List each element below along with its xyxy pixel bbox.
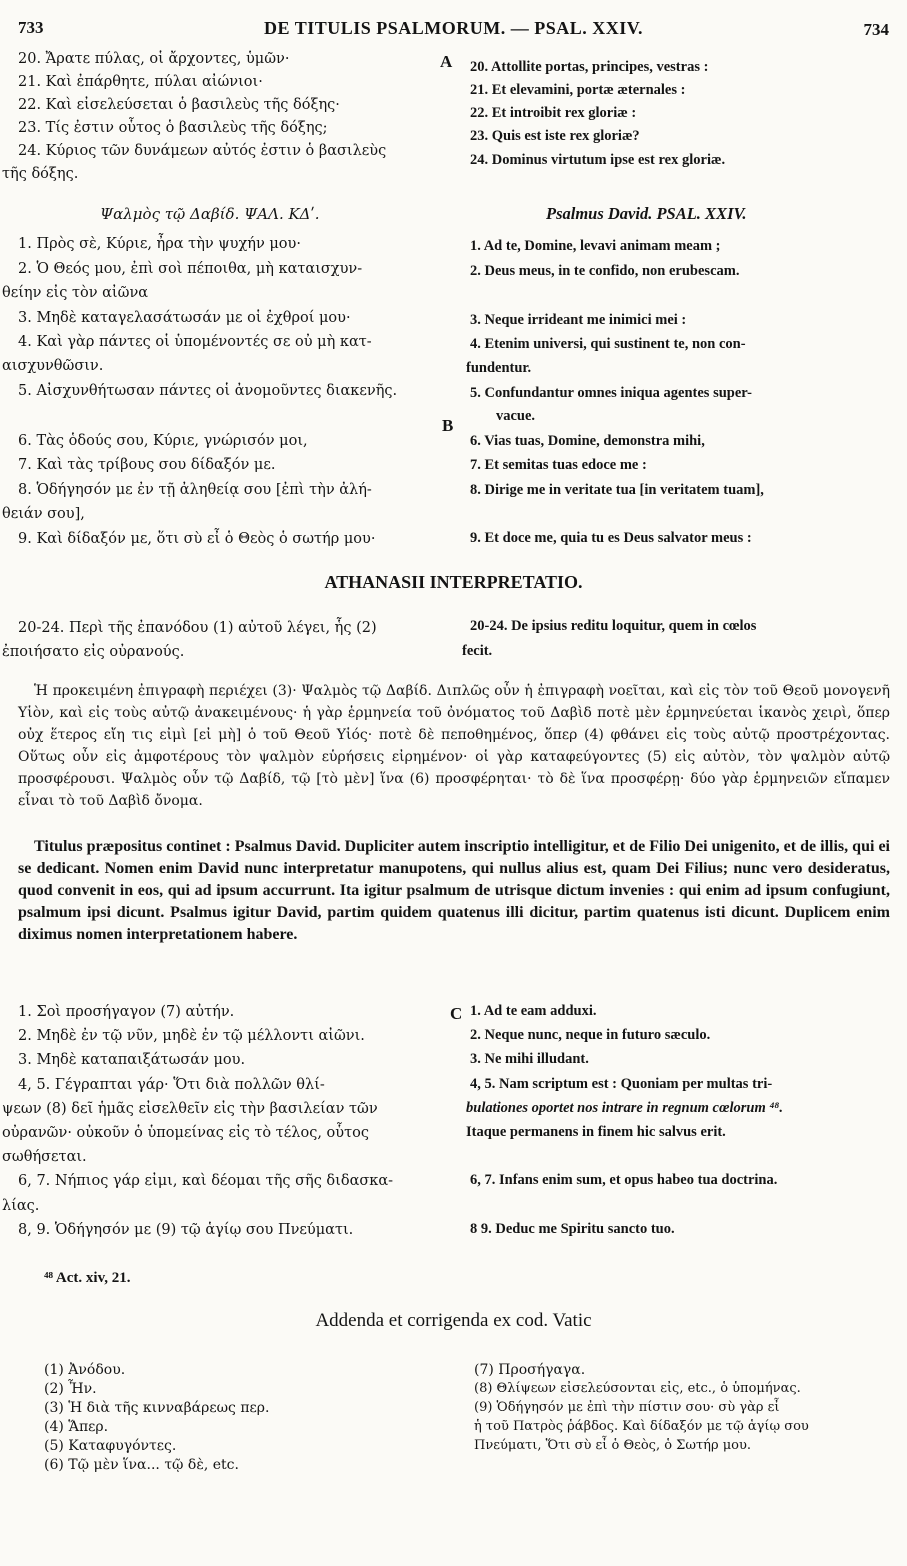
running-title: DE TITULIS PSALMORUM. — PSAL. XXIV. xyxy=(264,18,643,38)
latin-line: bulationes oportet nos intrare in regnum cœlorum ⁴⁸. xyxy=(466,1100,784,1116)
psalm-title-greek: Ψαλμὸς τῷ Δαβίδ. ΨΑΛ. ΚΔʹ. xyxy=(100,205,320,223)
commentary-latin xyxy=(18,836,890,946)
latin-line: 8 9. Deduc me Spiritu sancto tuo. xyxy=(470,1221,675,1237)
latin-line: 23. Quis est iste rex gloriæ? xyxy=(470,128,640,144)
page-number-right: 734 xyxy=(863,20,889,39)
latin-line: 6, 7. Infans enim sum, et opus habeo tua doctrina. xyxy=(470,1172,778,1188)
greek-line: 20. Ἄρατε πύλας, οἱ ἄρχοντες, ὑμῶν· xyxy=(18,51,290,67)
latin-line: 1. Ad te eam adduxi. xyxy=(470,1003,597,1019)
latin-line: 7. Et semitas tuas edoce me : xyxy=(470,457,647,473)
greek-line: θειάν σου], xyxy=(2,506,85,522)
correction-item: (2) Ἦν. xyxy=(44,1381,97,1397)
greek-line: 8. Ὁδήγησόν με ἐν τῇ ἀληθείᾳ σου [ἐπὶ τὴν ἀλή- xyxy=(18,482,372,498)
latin-line: 24. Dominus virtutum ipse est rex gloriæ. xyxy=(470,152,726,168)
correction-item: (5) Καταφυγόντες. xyxy=(44,1438,177,1454)
latin-line: 9. Et doce me, quia tu es Deus salvator meus : xyxy=(470,530,752,546)
latin-line: 6. Vias tuas, Domine, demonstra mihi, xyxy=(470,433,705,449)
psalm-title-latin: Psalmus David. PSAL. XXIV. xyxy=(546,204,747,223)
greek-line: 2. Ὁ Θεός μου, ἐπὶ σοὶ πέποιθα, μὴ καταισχυν- xyxy=(18,261,363,277)
greek-line: αισχυνθῶσιν. xyxy=(2,358,104,374)
commentary-greek-text: Ἡ προκειμένη ἐπιγραφὴ περιέχει (3)· Ψαλμὸς τῷ Δαβίδ. Διπλῶς οὖν ἡ ἐπιγραφὴ νοεῖται, καὶ εἰς τὸν τοῦ Θεοῦ μονογενῆ Υἱὸν, καὶ εἰς τοὺς αὐτῷ ἀνακειμένους· ἡ γὰρ ἑρμηνεία τοῦ ὀνόματος τοῦ Δαβὶδ ποτὲ μὲν ἑρμηνεύεται ἱκανὸς χειρὶ, ὅπερ οὐχ ἕτερος εἴη τις εἰμὶ [εἰ μὴ] ὁ τοῦ Θεοῦ Υἱός· ποτὲ δὲ πεποθημένος, ὅπερ (4) φθάνει εἰς τοὺς αὐτῷ προστρέχοντας. Οὕτως οὖν εἰς ἀμφοτέρους τὸν ψαλμὸν εὑρήσεις εἰρημένον· οἱ γὰρ καταφεύγοντες (5) εἰς αὐτὸν, τὸν ψαλμὸν αὐτῷ προσφέρουσι. Ψαλμὸς οὖν τῷ Δαβίδ, τῷ [τὸ μὲν] ἵνα (6) προσφέρηται· τὸ δὲ ἵνα προσφέρῃ· δύο γὰρ ἑρμηνειῶν εἴπαμεν εἶναι τὸ τοῦ Δαβὶδ ὄνομα. xyxy=(18,683,890,809)
latin-line: fecit. xyxy=(462,643,493,659)
greek-line: 1. Σοὶ προσήγαγον (7) αὐτήν. xyxy=(18,1004,235,1020)
latin-line: fundentur. xyxy=(466,360,532,376)
commentary-greek xyxy=(18,680,890,812)
correction-item: (6) Τῷ μὲν ἵνα... τῷ δὲ, etc. xyxy=(44,1457,239,1473)
latin-line: Itaque permanens in finem hic salvus erit. xyxy=(466,1124,726,1140)
latin-line: 4. Etenim universi, qui sustinent te, non con- xyxy=(470,336,746,352)
margin-marker-b: B xyxy=(442,416,454,435)
running-header xyxy=(18,18,889,44)
latin-line: 20. Attollite portas, principes, vestras : xyxy=(470,59,709,75)
greek-line: σωθήσεται. xyxy=(2,1149,87,1165)
greek-line: 2. Μηδὲ ἐν τῷ νῦν, μηδὲ ἐν τῷ μέλλοντι αἰῶνι. xyxy=(18,1028,365,1044)
correction-item: (3) Ἡ διὰ τῆς κινναβάρεως περ. xyxy=(44,1400,270,1416)
greek-line: 6. Τὰς ὁδούς σου, Κύριε, γνώρισόν μοι, xyxy=(18,433,308,449)
greek-line: ἐποιήσατο εἰς οὐρανούς. xyxy=(2,644,185,660)
greek-line: 8, 9. Ὁδήγησόν με (9) τῷ ἁγίῳ σου Πνεύματι. xyxy=(18,1222,354,1238)
greek-line: 3. Μηδὲ καταγελασάτωσάν με οἱ ἐχθροί μου· xyxy=(18,310,351,326)
latin-line: 21. Et elevamini, portæ æternales : xyxy=(470,82,686,98)
correction-item: (7) Προσήγαγα. xyxy=(474,1362,586,1378)
greek-line: 6, 7. Νήπιος γάρ εἰμι, καὶ δέομαι τῆς σῆς διδασκα- xyxy=(18,1173,394,1189)
latin-line: 4, 5. Nam scriptum est : Quoniam per multas tri- xyxy=(470,1076,773,1092)
greek-line: οὐρανῶν· οὐκοῦν ὁ ὑπομείνας εἰς τὸ τέλος, οὗτος xyxy=(2,1125,369,1141)
greek-line: 5. Αἰσχυνθήτωσαν πάντες οἱ ἀνομοῦντες διακενῆς. xyxy=(18,383,398,399)
margin-marker-a: A xyxy=(440,52,453,71)
latin-line: 2. Deus meus, in te confido, non erubescam. xyxy=(470,263,740,279)
commentary-latin-text: Titulus præpositus continet : Psalmus David. Dupliciter autem inscriptio intelligitur, et de Filio Dei unigenito, et de illis, qui ei se dedicant. Nomen enim David nunc interpretatur manupotens, qui nullus alius est, quam Dei Filius; nunc vero desideratus, quod convenit in eos, qui ad ipsum accurrunt. Ita igitur psalmum de utrisque dictum invenies : qui enim ad ipsum confugiunt, psalmum ipsi dicunt. Psalmus igitur David, partim quidem quatenus illi dicitur, partim quatenus isti dicunt. Duplicem enim diximus nomen interpretationem habere. xyxy=(18,838,890,943)
greek-line: 7. Καὶ τὰς τρίβους σου δίδαξόν με. xyxy=(18,457,276,473)
latin-line: 8. Dirige me in veritate tua [in veritatem tuam], xyxy=(470,482,764,498)
greek-line: 9. Καὶ δίδαξόν με, ὅτι σὺ εἶ ὁ Θεὸς ὁ σωτήρ μου· xyxy=(18,531,376,547)
greek-line: 3. Μηδὲ καταπαιξάτωσάν μου. xyxy=(18,1052,246,1068)
latin-line: 3. Ne mihi illudant. xyxy=(470,1051,589,1067)
greek-line: 23. Τίς ἐστιν οὗτος ὁ βασιλεὺς τῆς δόξης; xyxy=(18,120,328,136)
latin-line: 20-24. De ipsius reditu loquitur, quem in cœlos xyxy=(470,618,757,634)
latin-line: vacue. xyxy=(496,408,536,424)
correction-item: ἡ τοῦ Πατρὸς ῥάβδος. Καὶ δίδαξόν με τῷ ἁγίῳ σου xyxy=(474,1419,809,1434)
greek-line: 22. Καὶ εἰσελεύσεται ὁ βασιλεὺς τῆς δόξης· xyxy=(18,97,340,113)
latin-line: 3. Neque irrideant me inimici mei : xyxy=(470,312,687,328)
greek-line: λίας. xyxy=(2,1198,40,1214)
latin-line: 1. Ad te, Domine, levavi animam meam ; xyxy=(470,238,721,254)
latin-line: 5. Confundantur omnes iniqua agentes super- xyxy=(470,385,752,401)
greek-line: 4. Καὶ γὰρ πάντες οἱ ὑπομένοντές σε οὐ μὴ κατ- xyxy=(18,334,372,350)
latin-line: 22. Et introibit rex gloriæ : xyxy=(470,105,637,121)
correction-item: (9) Ὁδήγησόν με ἐπὶ τὴν πίστιν σου· σὺ γὰρ εἶ xyxy=(474,1400,780,1415)
greek-line: 21. Καὶ ἐπάρθητε, πύλαι αἰώνιοι· xyxy=(18,74,263,90)
greek-line: τῆς δόξης. xyxy=(2,166,79,182)
correction-item: (1) Ἀνόδου. xyxy=(44,1362,126,1378)
greek-line: 20-24. Περὶ τῆς ἐπανόδου (1) αὐτοῦ λέγει, ἧς (2) xyxy=(18,620,377,636)
page-number-left: 733 xyxy=(18,18,44,37)
greek-line: 24. Κύριος τῶν δυνάμεων αὐτός ἐστιν ὁ βασιλεὺς xyxy=(18,143,387,159)
correction-item: Πνεύματι, Ὅτι σὺ εἶ ὁ Θεὸς, ὁ Σωτήρ μου. xyxy=(474,1438,752,1453)
margin-marker-c: C xyxy=(450,1004,463,1023)
section-heading-addenda: Addenda et corrigenda ex cod. Vatic xyxy=(315,1310,592,1331)
footnote: ⁴⁸ Act. xiv, 21. xyxy=(44,1270,131,1286)
greek-line: 1. Πρὸς σὲ, Κύριε, ἦρα τὴν ψυχήν μου· xyxy=(18,236,301,252)
correction-item: (4) Ἅπερ. xyxy=(44,1419,109,1435)
greek-line: θείην εἰς τὸν αἰῶνα xyxy=(2,285,149,301)
latin-line: 2. Neque nunc, neque in futuro sæculo. xyxy=(470,1027,711,1043)
greek-line: ψεων (8) δεῖ ἡμᾶς εἰσελθεῖν εἰς τὴν βασιλείαν τῶν xyxy=(2,1101,378,1117)
greek-line: 4, 5. Γέγραπται γάρ· Ὅτι διὰ πολλῶν θλί- xyxy=(18,1077,325,1093)
section-heading-interpretatio: ATHANASII INTERPRETATIO. xyxy=(324,572,583,592)
correction-item: (8) Θλίψεων εἰσελεύσονται εἰς, etc., ὁ ὑπομήνας. xyxy=(474,1381,801,1396)
